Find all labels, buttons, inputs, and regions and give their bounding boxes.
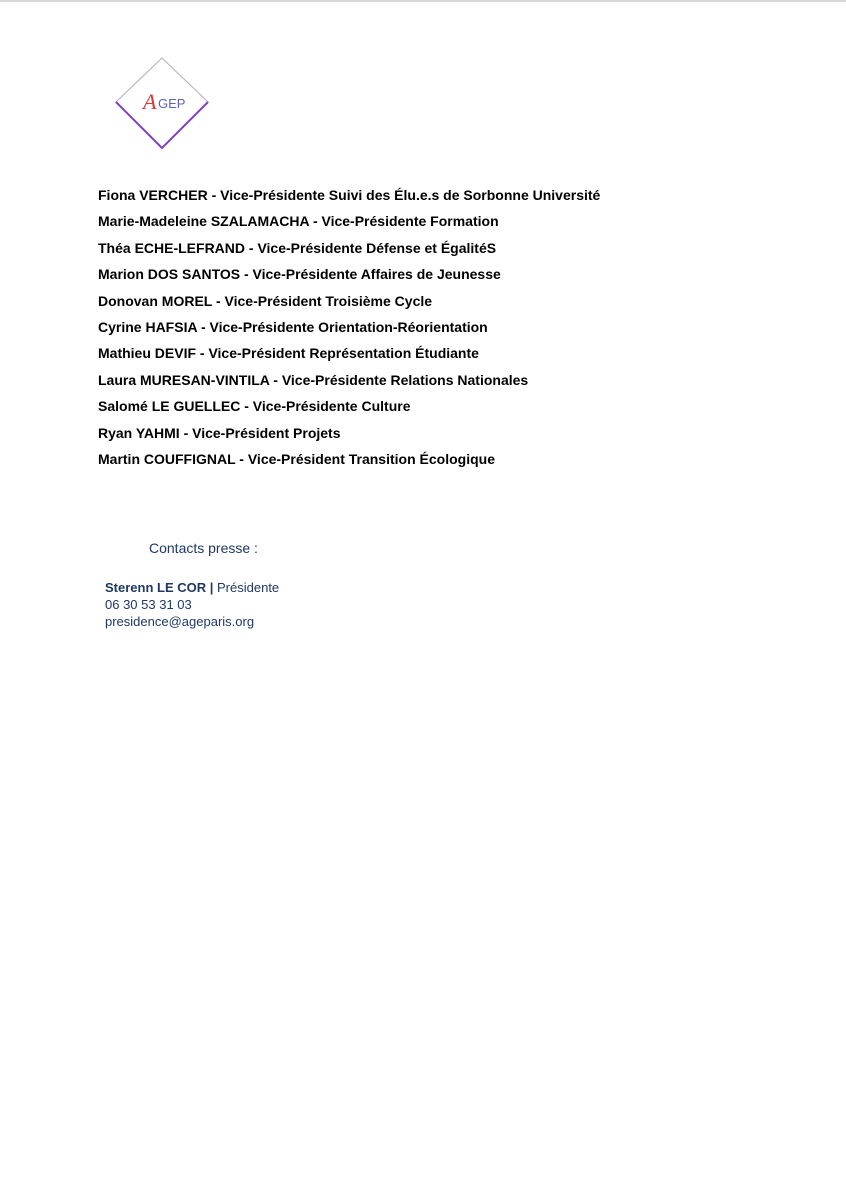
list-item: Ryan YAHMI - Vice-Président Projets bbox=[98, 424, 341, 441]
list-item: Martin COUFFIGNAL - Vice-Président Transition Écologique bbox=[98, 450, 495, 467]
contact-email[interactable]: presidence@ageparis.org bbox=[105, 614, 255, 629]
list-item: Salomé LE GUELLEC - Vice-Présidente Culture bbox=[98, 398, 411, 415]
contact-line bbox=[105, 579, 279, 596]
list-item: Théa ECHE-LEFRAND - Vice-Présidente Défense et ÉgalitéS bbox=[98, 239, 497, 256]
list-item: Marion DOS SANTOS - Vice-Présidente Affaires de Jeunesse bbox=[98, 266, 501, 283]
contact-name: Sterenn LE COR bbox=[105, 580, 207, 595]
agep-logo bbox=[114, 56, 210, 150]
contact-role: Présidente bbox=[217, 580, 280, 595]
svg-text:A: A bbox=[143, 89, 157, 114]
page-top-edge bbox=[0, 0, 846, 2]
svg-text:GEP: GEP bbox=[158, 96, 186, 111]
contacts-heading: Contacts presse : bbox=[149, 540, 258, 556]
contact-phone: 06 30 53 31 03 bbox=[105, 597, 192, 612]
list-item: Laura MURESAN-VINTILA - Vice-Présidente Relations Nationales bbox=[98, 371, 529, 388]
contact-separator: | bbox=[209, 580, 214, 595]
vice-president-list bbox=[98, 182, 798, 472]
list-item: Mathieu DEVIF - Vice-Président Représentation Étudiante bbox=[98, 345, 479, 362]
list-item: Marie-Madeleine SZALAMACHA - Vice-Présidente Formation bbox=[98, 213, 499, 230]
list-item: Fiona VERCHER - Vice-Présidente Suivi des Élu.e.s de Sorbonne Université bbox=[98, 187, 601, 203]
agep-logo-icon bbox=[114, 56, 210, 150]
list-item: Donovan MOREL - Vice-Président Troisième Cycle bbox=[98, 292, 433, 309]
list-item: Cyrine HAFSIA - Vice-Présidente Orientation-Réorientation bbox=[98, 318, 488, 335]
press-contact bbox=[105, 579, 279, 630]
